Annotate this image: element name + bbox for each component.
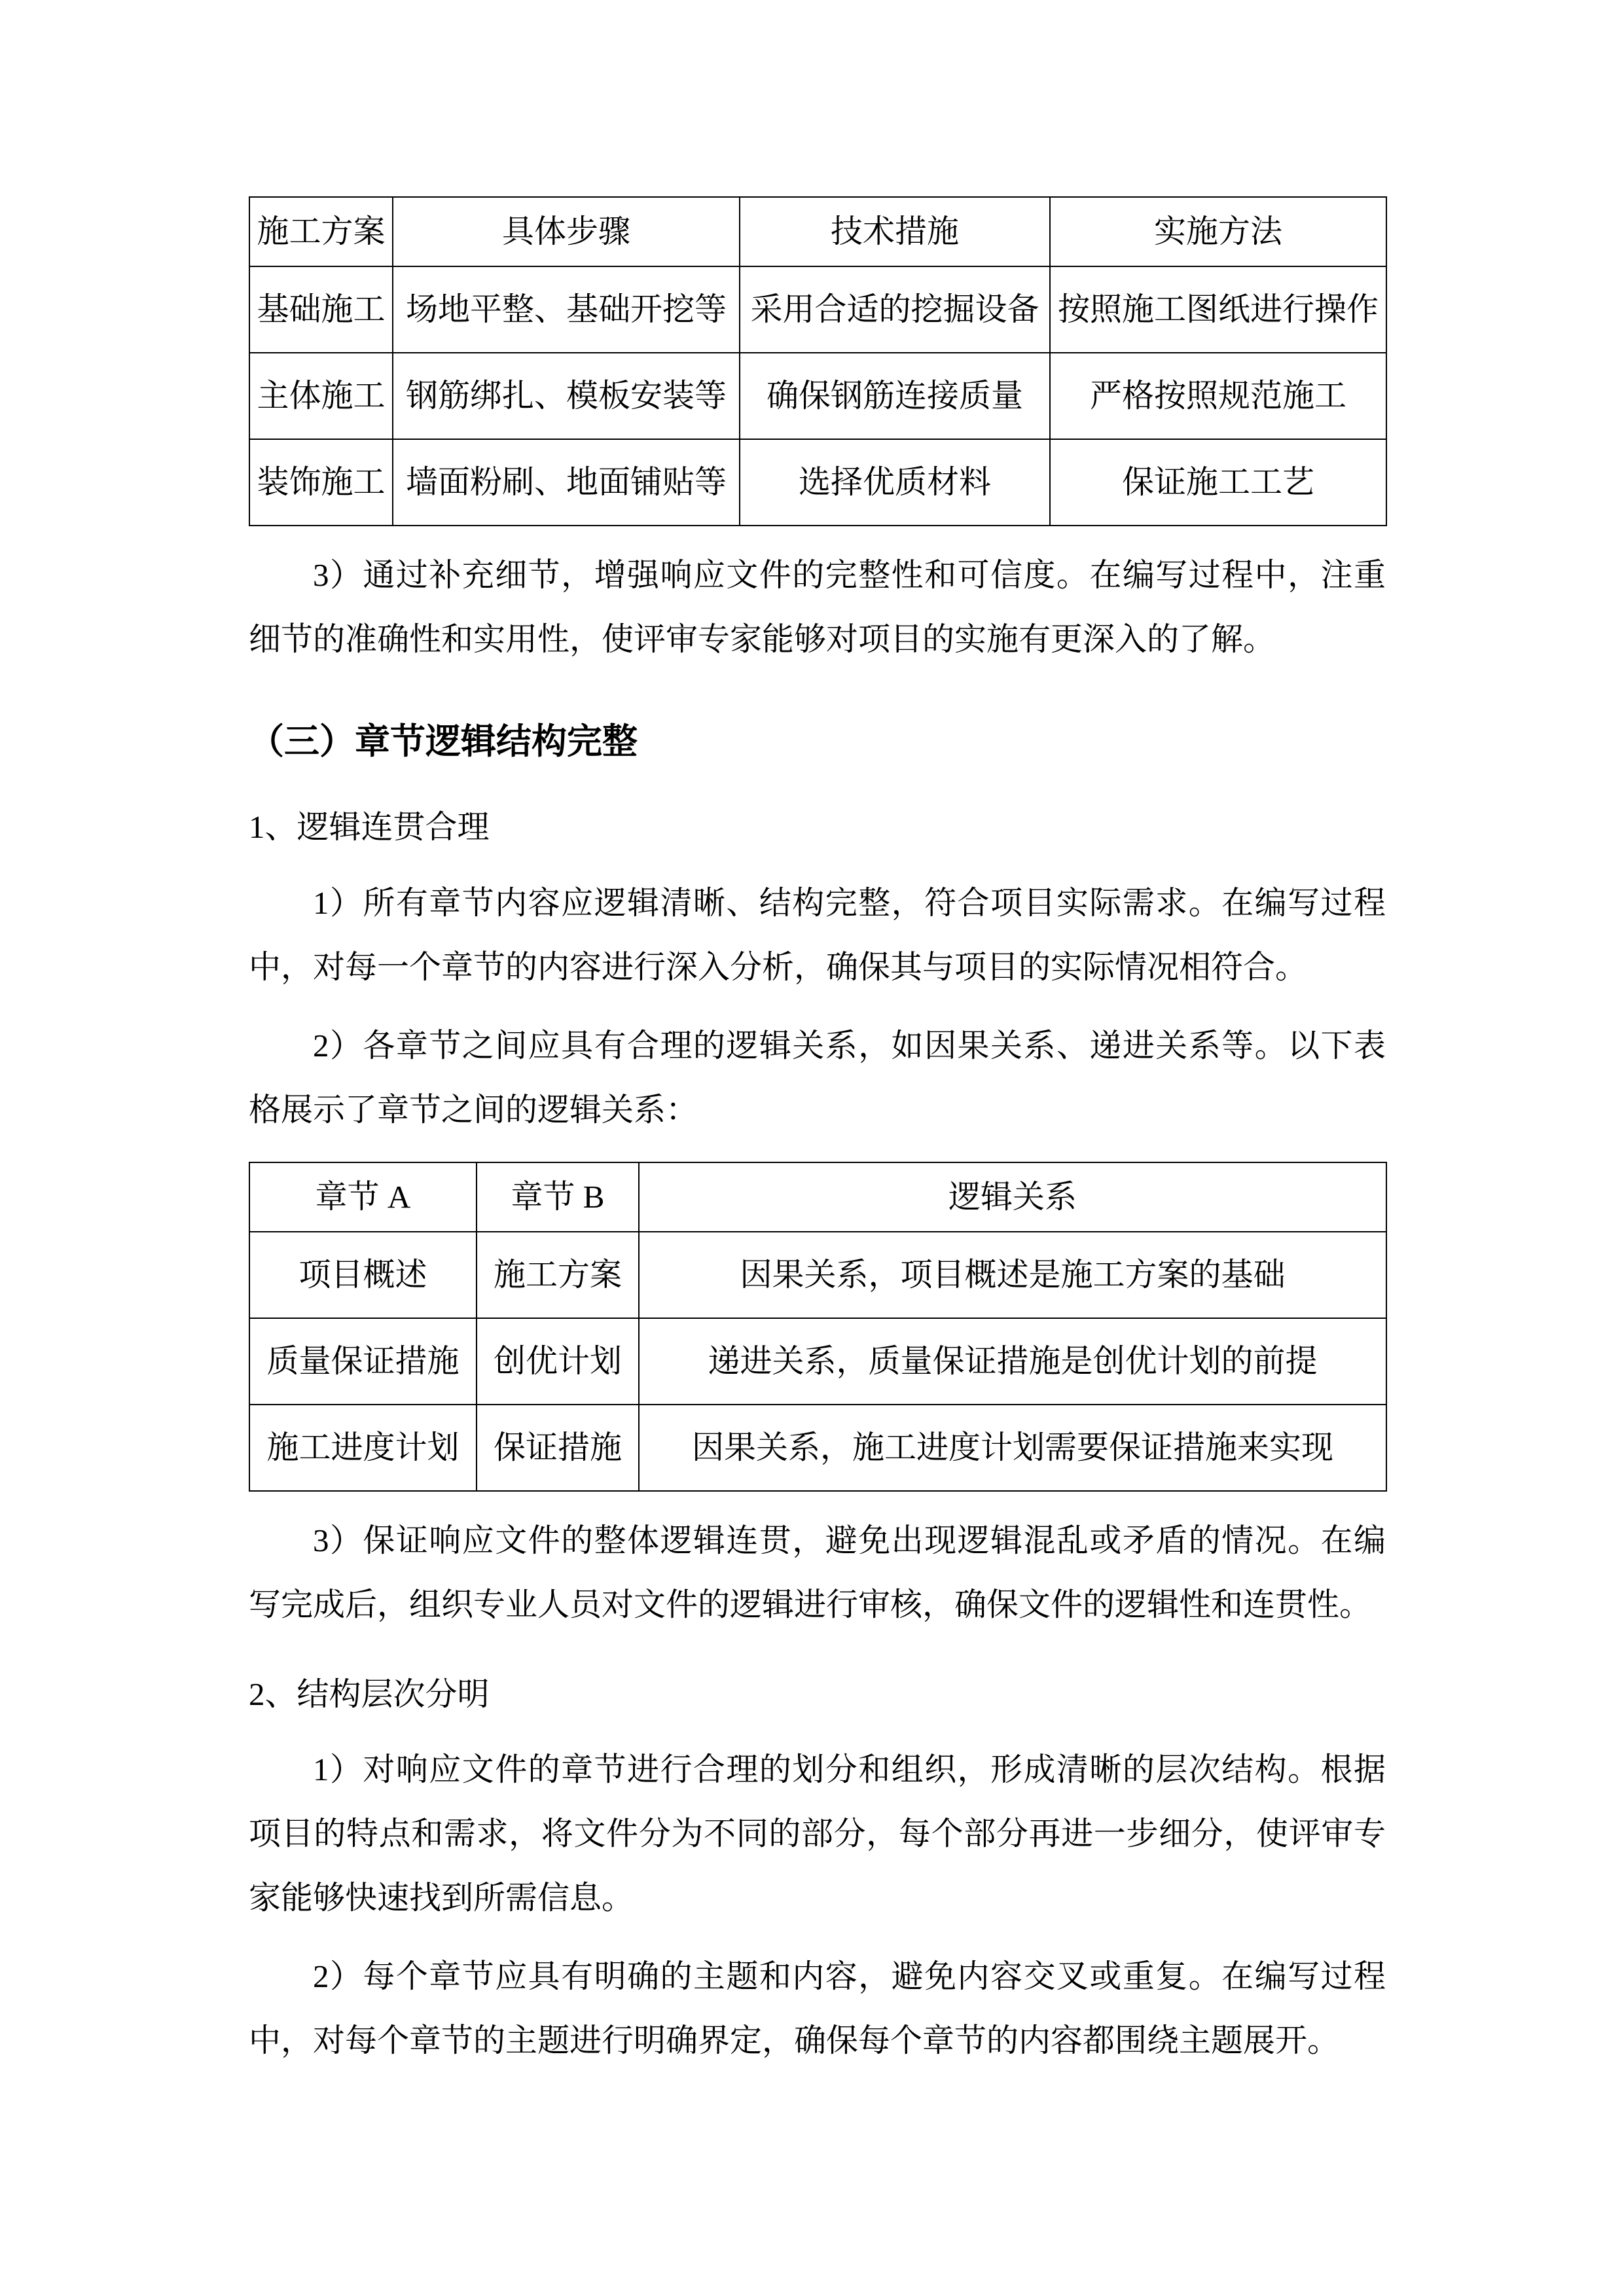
logic-relationship-table	[249, 1162, 1387, 1492]
table-header-row	[249, 1162, 1386, 1232]
table-cell: 施工方案	[477, 1232, 639, 1318]
construction-table	[249, 196, 1387, 526]
table-header-cell: 具体步骤	[393, 197, 740, 266]
sub-heading-structure-levels: 2、结构层次分明	[249, 1676, 490, 1712]
table-row	[249, 439, 1386, 526]
table-cell: 递进关系，质量保证措施是创优计划的前提	[639, 1318, 1386, 1405]
table-cell: 墙面粉刷、地面铺贴等	[393, 439, 740, 526]
paragraph-logic-2: 2）各章节之间应具有合理的逻辑关系，如因果关系、递进关系等。以下表格展示了章节之间的逻辑关系：	[249, 1027, 1386, 1128]
table-header-cell: 技术措施	[740, 197, 1050, 266]
table-cell: 选择优质材料	[740, 439, 1050, 526]
paragraph-detail-supplement: 3）通过补充细节，增强响应文件的完整性和可信度。在编写过程中，注重细节的准确性和实用性，使评审专家能够对项目的实施有更深入的了解。	[249, 557, 1386, 657]
sub-heading-logic-coherence: 1、逻辑连贯合理	[249, 809, 490, 846]
table-header-cell: 章节 A	[249, 1162, 477, 1232]
paragraph-logic-1: 1）所有章节内容应逻辑清晰、结构完整，符合项目实际需求。在编写过程中，对每一个章节的内容进行深入分析，确保其与项目的实际情况相符合。	[249, 884, 1386, 985]
logic-table-wrapper	[249, 1162, 1386, 1492]
paragraph-logic-3: 3）保证响应文件的整体逻辑连贯，避免出现逻辑混乱或矛盾的情况。在编写完成后，组织专业人员对文件的逻辑进行审核，确保文件的逻辑性和连贯性。	[249, 1522, 1386, 1623]
table-cell: 施工进度计划	[249, 1405, 477, 1491]
table-cell: 严格按照规范施工	[1050, 353, 1386, 439]
table-row	[249, 1232, 1386, 1318]
table-cell: 采用合适的挖掘设备	[740, 266, 1050, 353]
table-cell: 创优计划	[477, 1318, 639, 1405]
table-header-cell: 实施方法	[1050, 197, 1386, 266]
table-cell: 装饰施工	[249, 439, 393, 526]
table-header-row	[249, 197, 1386, 266]
table-cell: 质量保证措施	[249, 1318, 477, 1405]
table-cell: 主体施工	[249, 353, 393, 439]
table-row	[249, 1405, 1386, 1491]
table-cell: 钢筋绑扎、模板安装等	[393, 353, 740, 439]
table-row	[249, 266, 1386, 353]
table-cell: 按照施工图纸进行操作	[1050, 266, 1386, 353]
paragraph-structure-1: 1）对响应文件的章节进行合理的划分和组织，形成清晰的层次结构。根据项目的特点和需求，将文件分为不同的部分，每个部分再进一步细分，使评审专家能够快速找到所需信息。	[249, 1751, 1386, 1916]
table-cell: 确保钢筋连接质量	[740, 353, 1050, 439]
table-cell: 因果关系，项目概述是施工方案的基础	[639, 1232, 1386, 1318]
table-row	[249, 1318, 1386, 1405]
construction-table-wrapper	[249, 196, 1386, 526]
paragraph-structure-2: 2）每个章节应具有明确的主题和内容，避免内容交叉或重复。在编写过程中，对每个章节的主题进行明确界定，确保每个章节的内容都围绕主题展开。	[249, 1958, 1386, 2058]
table-cell: 保证施工工艺	[1050, 439, 1386, 526]
table-row	[249, 353, 1386, 439]
table-header-cell: 逻辑关系	[639, 1162, 1386, 1232]
table-cell: 项目概述	[249, 1232, 477, 1318]
table-header-cell: 章节 B	[477, 1162, 639, 1232]
table-cell: 基础施工	[249, 266, 393, 353]
section-heading-chapter-logic: （三）章节逻辑结构完整	[249, 722, 638, 761]
table-cell: 保证措施	[477, 1405, 639, 1491]
table-cell: 场地平整、基础开挖等	[393, 266, 740, 353]
table-header-cell: 施工方案	[249, 197, 393, 266]
table-cell: 因果关系，施工进度计划需要保证措施来实现	[639, 1405, 1386, 1491]
